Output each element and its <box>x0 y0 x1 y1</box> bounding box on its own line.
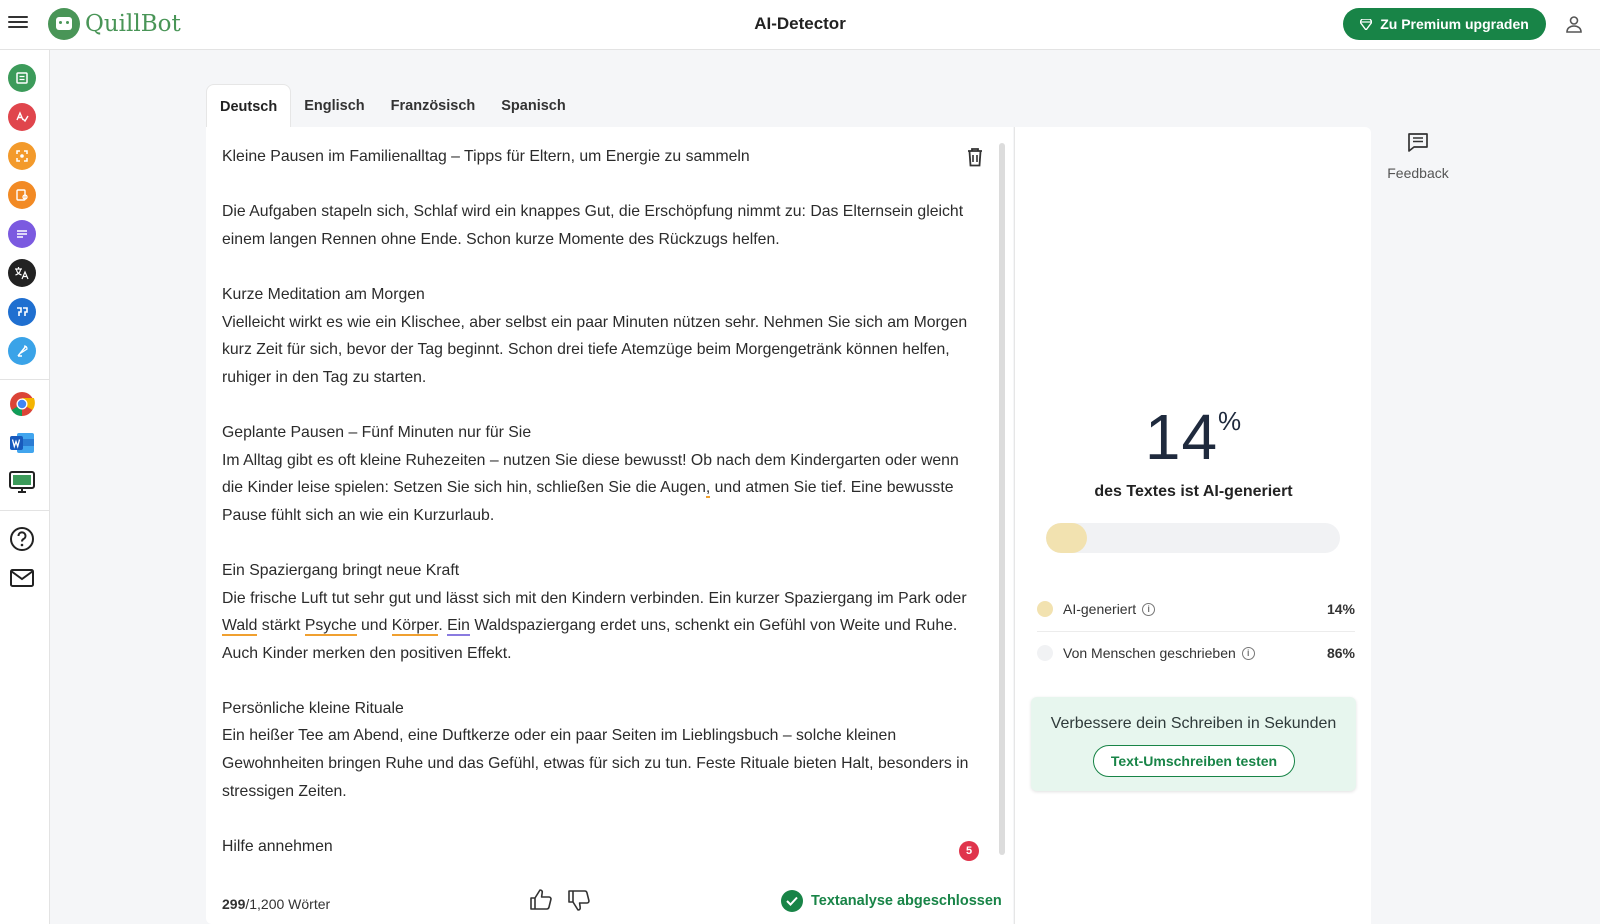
sidebar-divider <box>0 379 50 380</box>
suggestion-highlight[interactable]: Ein <box>447 617 470 635</box>
ai-percentage-bar-fill <box>1046 523 1087 553</box>
word-addin-icon[interactable] <box>8 429 36 457</box>
delete-text-icon[interactable] <box>966 147 984 167</box>
ai-detector-icon[interactable] <box>8 142 36 170</box>
suggestion-highlight[interactable]: Psyche <box>304 617 357 635</box>
text-paragraph: Im Alltag gibt es oft kleine Ruhezeiten – nutzen Sie diese bewusst! Ob nach dem Kindergarten oder wenn die Kinder leise spielen: Setzen Sie sich hin, schließen Sie die Augen, und atmen Sie tief. Eine bewusste Pause fühlt sich an wie ein Kurzurlaub. <box>222 451 959 524</box>
upgrade-premium-label: Zu Premium upgraden <box>1380 16 1529 32</box>
result-row-label: AI-generiert <box>1063 601 1137 617</box>
translator-icon[interactable] <box>8 259 36 287</box>
word-counter: 299/1,200 Wörter <box>222 896 331 912</box>
result-row-value: 86% <box>1326 645 1355 661</box>
tool-sidebar <box>0 50 50 924</box>
paraphraser-icon[interactable] <box>8 64 36 92</box>
text-heading: Kurze Meditation am Morgen <box>222 285 425 303</box>
user-account-icon[interactable] <box>1564 14 1584 34</box>
feedback-label: Feedback <box>1387 165 1449 181</box>
page-title: AI-Detector <box>754 14 846 33</box>
info-icon[interactable]: i <box>1242 647 1255 660</box>
desktop-app-icon[interactable] <box>8 468 36 496</box>
diamond-icon <box>1360 19 1372 30</box>
tab-deutsch[interactable]: Deutsch <box>206 84 291 128</box>
chrome-extension-icon[interactable] <box>8 390 36 418</box>
text-heading: Persönliche kleine Rituale <box>222 699 404 717</box>
result-row-ai <box>1037 588 1355 630</box>
promo-text: Verbessere dein Schreiben in Sekunden <box>1050 715 1337 732</box>
result-row-label: Von Menschen geschrieben <box>1063 645 1236 661</box>
menu-icon[interactable] <box>8 13 28 33</box>
text-heading: Geplante Pausen – Fünf Minuten nur für Sie <box>222 423 532 441</box>
text-paragraph: Vielleicht wirkt es wie ein Klischee, aber selbst ein paar Minuten nützen sehr. Nehmen Sie sich am Morgen kurz Zeit für sich, bevor der Tag beginnt. Schon drei tiefe Atemzüge beim Morgengetränk können helfen, ruhiger in den Tag zu starten. <box>222 313 968 386</box>
language-tabs <box>206 84 579 128</box>
analysis-status-label: Textanalyse abgeschlossen <box>811 893 1002 909</box>
text-paragraph: Ein heißer Tee am Abend, eine Duftkerze oder ein paar Seiten im Lieblingsbuch – solche kleinen Gewohnheiten bringen Ruhe und das Gefühl, etwas für sich zu tun. Feste Rituale bieten Halt, besonders in stressigen Zeiten. <box>222 727 969 800</box>
top-bar <box>0 0 1600 50</box>
tab-englisch[interactable]: Englisch <box>304 98 365 114</box>
text-paragraph: Die Aufgaben stapeln sich, Schlaf wird ein knappes Gut, die Erschöpfung nimmt zu: Das Elternsein gleicht einem langen Rennen ohne Ende. Schon kurze Momente des Rückzugs helfen. <box>222 203 964 248</box>
editor-scrollbar[interactable] <box>999 143 1005 855</box>
ai-legend-dot <box>1037 601 1053 617</box>
try-rewrite-button[interactable]: Text-Umschreiben testen <box>1093 745 1295 777</box>
ai-writer-icon[interactable] <box>8 337 36 365</box>
quillbot-logo-icon <box>48 8 80 40</box>
info-icon[interactable]: i <box>1142 603 1155 616</box>
sidebar-divider <box>0 510 50 511</box>
citation-generator-icon[interactable] <box>8 298 36 326</box>
text-title: Kleine Pausen im Familienalltag – Tipps für Eltern, um Energie zu sammeln <box>222 148 750 165</box>
help-icon[interactable] <box>8 525 36 553</box>
ai-percentage: 14% <box>1144 401 1243 473</box>
brand-name: QuillBot <box>85 11 181 37</box>
summarizer-icon[interactable] <box>8 220 36 248</box>
suggestion-highlight[interactable]: Wald <box>222 617 258 635</box>
analysis-status <box>781 890 1002 912</box>
editor-content[interactable] <box>222 143 974 860</box>
ai-percentage-bar <box>1046 523 1340 553</box>
issues-count-badge[interactable]: 5 <box>959 841 979 861</box>
feedback-icon <box>1407 139 1429 156</box>
text-paragraph: Die frische Luft tut sehr gut und lässt sich mit den Kindern verbinden. Ein kurzer Spaziergang im Park oder Wald stärkt Psyche und Körper. Ein Waldspaziergang erdet uns, schenkt ein Gefühl von Weite und Ruhe. Auch Kinder merken den positiven Effekt. <box>222 589 967 662</box>
text-heading: Ein Spaziergang bringt neue Kraft <box>222 561 460 579</box>
tab-spanisch[interactable]: Spanisch <box>501 98 566 114</box>
rewrite-promo-card <box>1031 697 1356 791</box>
tab-franzoesisch[interactable]: Französisch <box>390 98 476 114</box>
text-editor[interactable] <box>206 127 1013 924</box>
text-heading: Hilfe annehmen <box>222 837 333 855</box>
check-circle-icon <box>781 890 803 912</box>
result-row-human <box>1037 632 1355 674</box>
upgrade-premium-button[interactable] <box>1343 8 1546 40</box>
human-legend-dot <box>1037 645 1053 661</box>
thumbs-down-icon[interactable] <box>566 887 592 913</box>
plagiarism-checker-icon[interactable] <box>8 181 36 209</box>
ai-percentage-label: des Textes ist AI-generiert <box>1094 483 1293 500</box>
grammar-checker-icon[interactable] <box>8 103 36 131</box>
quillbot-logo[interactable] <box>48 6 181 42</box>
feedback-button[interactable] <box>1385 132 1451 181</box>
suggestion-highlight[interactable]: Körper <box>391 617 439 635</box>
thumbs-up-icon[interactable] <box>528 887 554 913</box>
detection-result-panel <box>1014 127 1371 924</box>
suggestion-highlight[interactable]: , <box>705 479 711 497</box>
result-row-value: 14% <box>1326 601 1355 617</box>
contact-mail-icon[interactable] <box>8 564 36 592</box>
